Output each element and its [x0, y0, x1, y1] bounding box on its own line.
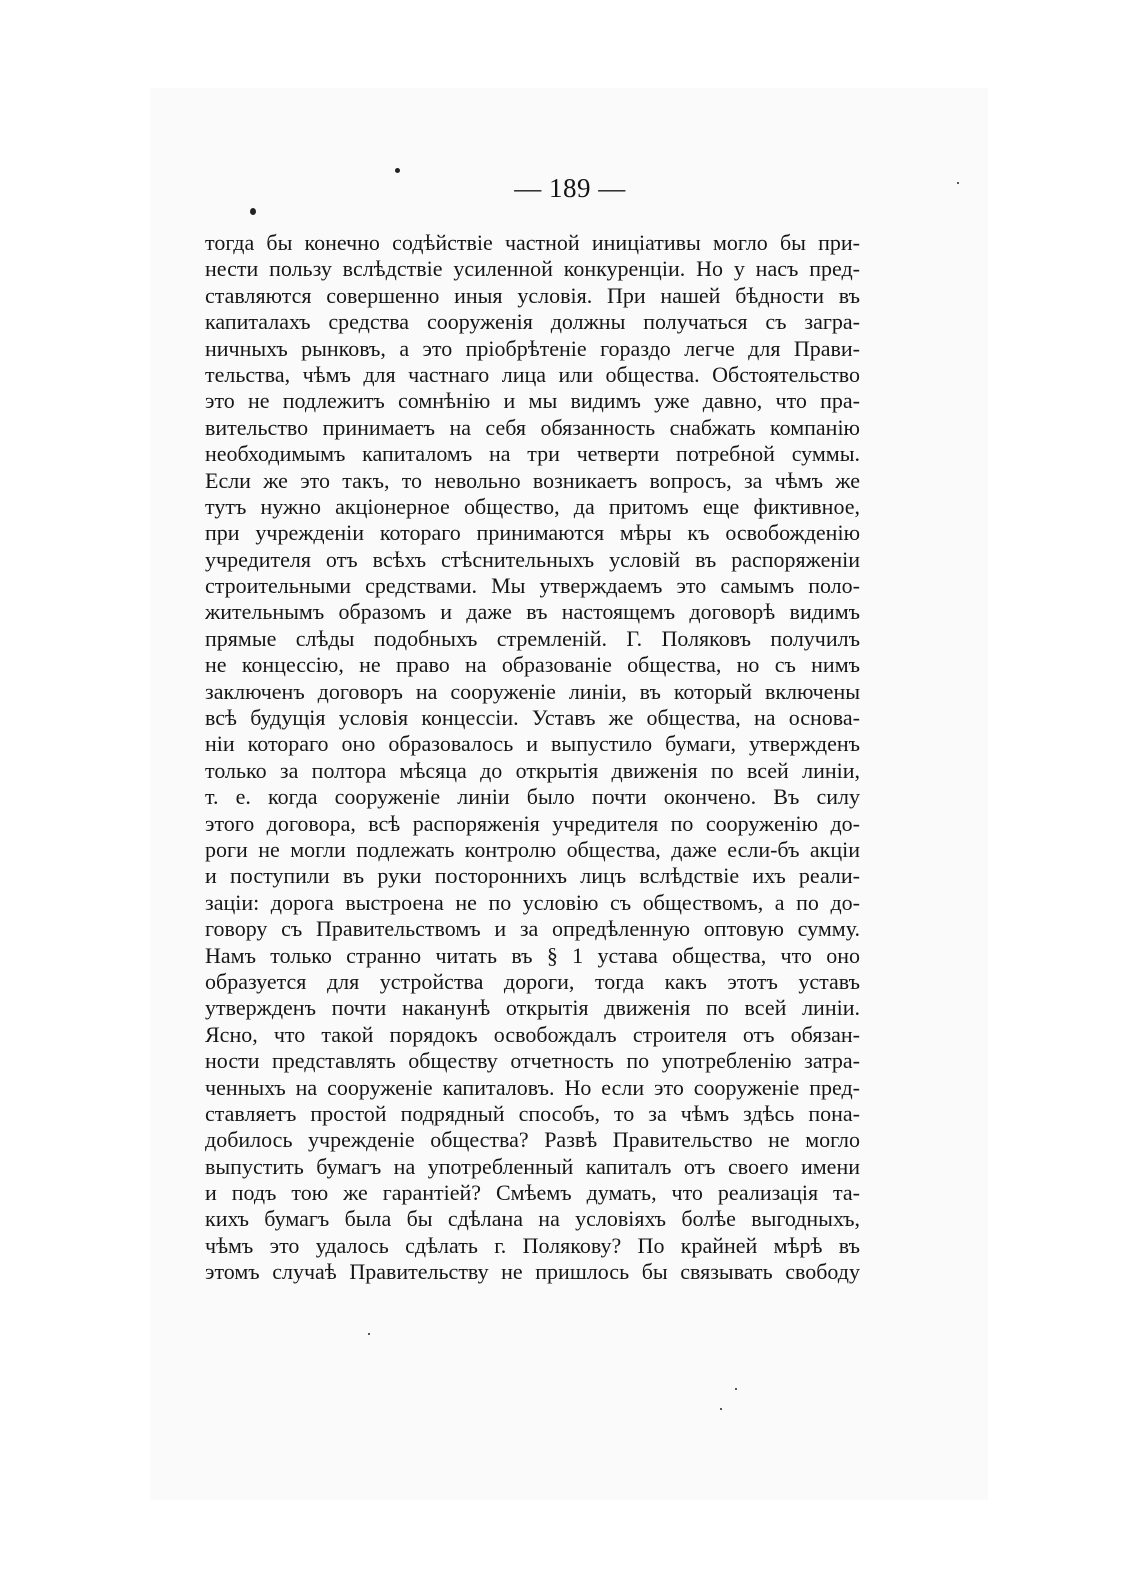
text-line: говору съ Правительствомъ и за опредѣленную оптовую сумму.	[205, 916, 860, 942]
text-line: капиталахъ средства сооруженія должны получаться съ загра-	[205, 309, 860, 335]
text-line: нести пользу вслѣдствіе усиленной конкуренціи. Но у насъ пред-	[205, 256, 860, 282]
text-line: жительнымъ образомъ и даже въ настоящемъ договорѣ видимъ	[205, 599, 860, 625]
text-line: и подъ тою же гарантіей? Смѣемъ думать, что реализація та-	[205, 1180, 860, 1206]
body-text	[205, 230, 860, 1286]
page-number: — 189 —	[514, 173, 626, 203]
text-line: Если же это такъ, то невольно возникаетъ вопросъ, за чѣмъ же	[205, 467, 860, 493]
text-line: этого договора, всѣ распоряженія учредителя по сооруженію до-	[205, 810, 860, 836]
ink-speck	[720, 1408, 722, 1410]
text-line: выпустить бумагъ на употребленный капиталъ отъ своего имени	[205, 1153, 860, 1179]
text-line: чѣмъ это удалось сдѣлать г. Полякову? По крайней мѣрѣ въ	[205, 1232, 860, 1258]
text-line: добилось учрежденіе общества? Развѣ Правительство не могло	[205, 1127, 860, 1153]
text-line: ставляетъ простой подрядный способъ, то за чѣмъ здѣсь пона-	[205, 1100, 860, 1126]
text-line: заключенъ договоръ на сооруженіе линіи, въ который включены	[205, 678, 860, 704]
text-line: тутъ нужно акціонерное общество, да притомъ еще фиктивное,	[205, 493, 860, 519]
text-line: не концессію, не право на образованіе общества, но съ нимъ	[205, 652, 860, 678]
text-line: ности представлять обществу отчетность по употребленію затра-	[205, 1048, 860, 1074]
text-line: тогда бы конечно содѣйствіе частной иниціативы могло бы при-	[205, 230, 860, 255]
text-line: прямые слѣды подобныхъ стремленій. Г. Поляковъ получилъ	[205, 625, 860, 651]
text-line: Намъ только странно читать въ § 1 устава общества, что оно	[205, 942, 860, 968]
text-line: при учрежденіи котораго принимаются мѣры къ освобожденію	[205, 520, 860, 546]
text-line: заціи: дорога выстроена не по условію съ обществомъ, а по до-	[205, 889, 860, 915]
text-line: всѣ будущія условія концессіи. Уставъ же общества, на основа-	[205, 705, 860, 731]
text-line: этомъ случаѣ Правительству не пришлось бы связывать свободу	[205, 1259, 860, 1285]
text-line: т. е. когда сооруженіе линіи было почти окончено. Въ силу	[205, 784, 860, 810]
text-line: кихъ бумагъ была бы сдѣлана на условіяхъ болѣе выгодныхъ,	[205, 1206, 860, 1232]
text-line: утвержденъ почти наканунѣ открытія движенія по всей линіи.	[205, 995, 860, 1021]
text-line: ніи котораго оно образовалось и выпустило бумаги, утвержденъ	[205, 731, 860, 757]
text-line: учредителя отъ всѣхъ стѣснительныхъ условій въ распоряженіи	[205, 546, 860, 572]
text-line: это не подлежитъ сомнѣнію и мы видимъ уже давно, что пра-	[205, 388, 860, 414]
text-line: тельства, чѣмъ для частнаго лица или общества. Обстоятельство	[205, 361, 860, 387]
text-line: ченныхъ на сооруженіе капиталовъ. Но если это сооруженіе пред-	[205, 1074, 860, 1100]
text-line: Ясно, что такой порядокъ освобождалъ строителя отъ обязан-	[205, 1021, 860, 1047]
text-line: только за полтора мѣсяца до открытія движенія по всей линіи,	[205, 757, 860, 783]
text-line: ничныхъ рынковъ, а это пріобрѣтеніе гораздо легче для Прави-	[205, 335, 860, 361]
ink-speck	[250, 208, 256, 215]
text-line: необходимымъ капиталомъ на три четверти потребной суммы.	[205, 441, 860, 467]
text-line: строительными средствами. Мы утверждаемъ это самымъ поло-	[205, 573, 860, 599]
text-line: ставляются совершенно иныя условія. При нашей бѣдности въ	[205, 282, 860, 308]
text-line: и поступили въ руки постороннихъ лицъ вслѣдствіе ихъ реали-	[205, 863, 860, 889]
text-line: вительство принимаетъ на себя обязанность снабжать компанію	[205, 414, 860, 440]
ink-speck	[368, 1333, 370, 1335]
text-line: роги не могли подлежать контролю общества, даже если-бъ акціи	[205, 836, 860, 862]
text-line: образуется для устройства дороги, тогда какъ этотъ уставъ	[205, 968, 860, 994]
ink-speck	[735, 1388, 737, 1390]
